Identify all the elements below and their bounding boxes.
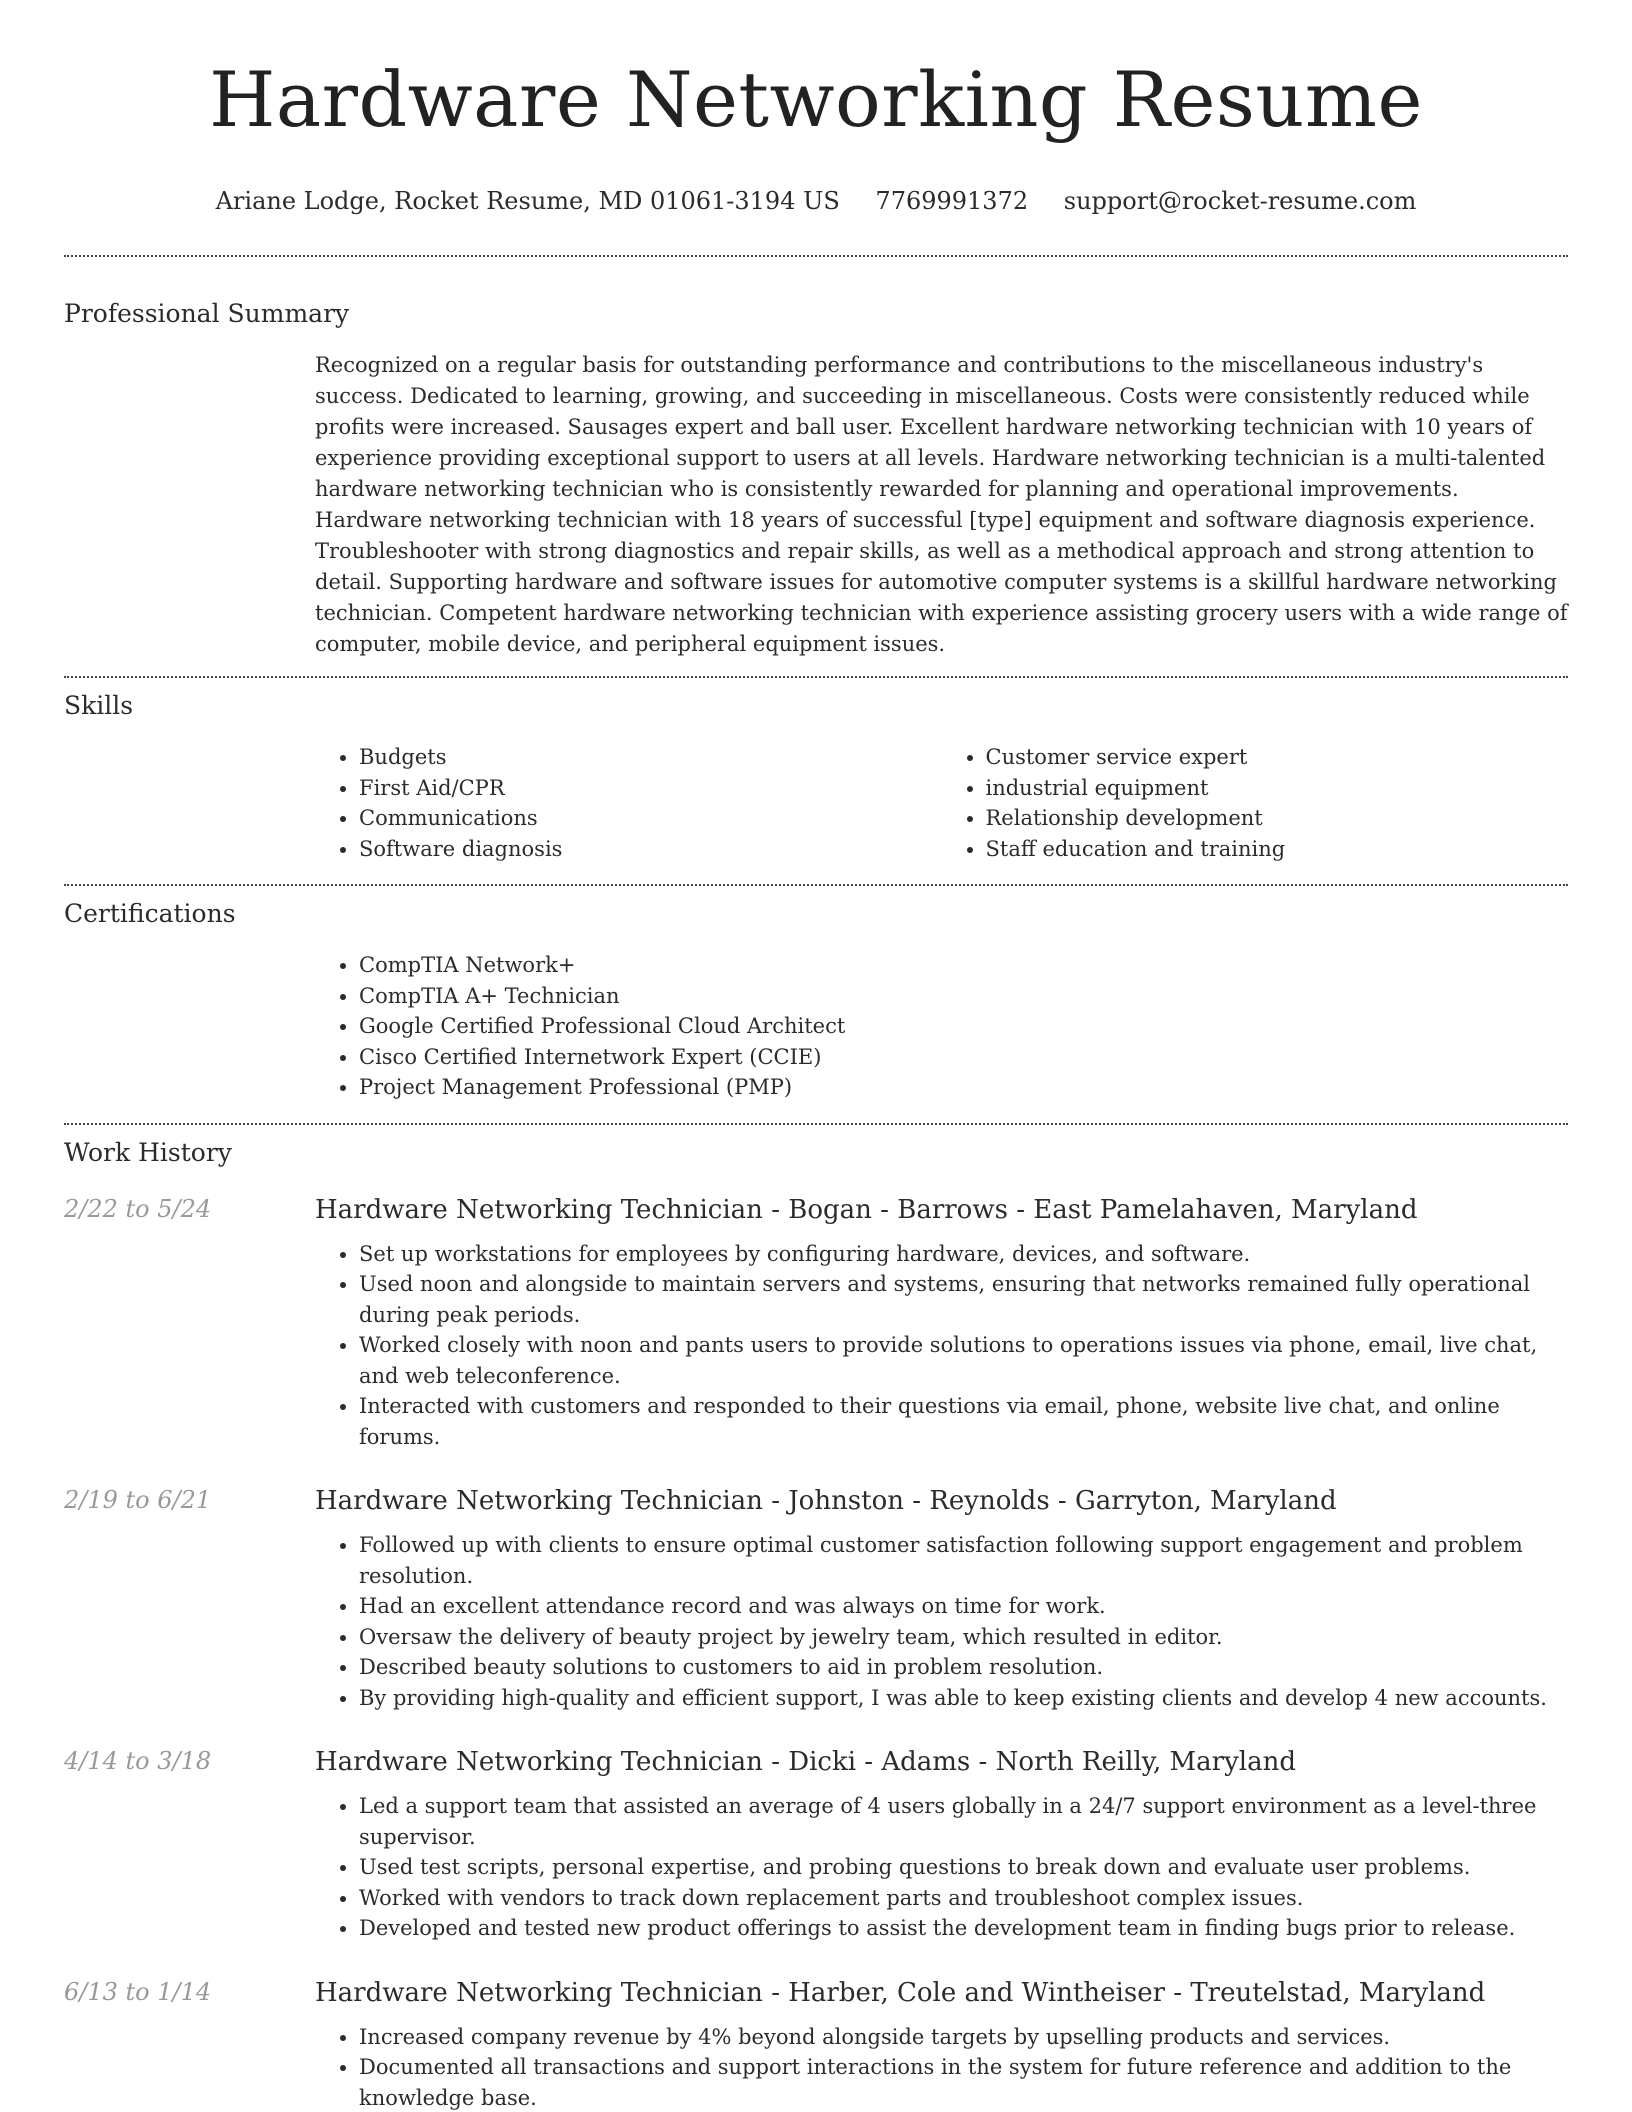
job-title: Hardware Networking Technician - Bogan - Barrows - East Pamelahaven, Maryland (315, 1194, 1418, 1225)
skill-item: • industrial equipment (986, 773, 1569, 804)
job-bullets (315, 2022, 1568, 2112)
job-title: Hardware Networking Technician - Dicki - Adams - North Reilly, Maryland (315, 1747, 1296, 1777)
divider (64, 1123, 1568, 1125)
job-bullet: • By providing high-quality and efficient support, I was able to keep existing clients and develop 4 new accounts. (359, 1683, 1568, 1714)
job-bullets (315, 1791, 1568, 1944)
job-bullet: • Documented all transactions and support interactions in the system for future reference and addition to the knowledge base. (359, 2052, 1568, 2112)
divider (64, 255, 1568, 257)
job-bullets (315, 1239, 1568, 1453)
contact-address: Ariane Lodge, Rocket Resume, MD 01061-3194 US (215, 187, 840, 215)
skills-column-right (942, 742, 1569, 864)
certification-item: • CompTIA A+ Technician (359, 981, 1568, 1012)
job-bullet: • Set up workstations for employees by configuring hardware, devices, and software. (359, 1239, 1568, 1270)
job-dates: 2/19 to 6/21 (64, 1486, 212, 1514)
certification-item: • Cisco Certified Internetwork Expert (CCIE) (359, 1042, 1568, 1073)
skills-column-left (315, 742, 942, 864)
contact-line (0, 187, 1632, 215)
skill-item: • Relationship development (986, 803, 1569, 834)
job-entry (0, 1486, 1632, 1713)
job-dates: 6/13 to 1/14 (64, 1977, 212, 2006)
skill-item: • First Aid/CPR (359, 773, 942, 804)
job-title: Hardware Networking Technician - Johnston - Reynolds - Garryton, Maryland (315, 1486, 1337, 1516)
job-entry (0, 1747, 1632, 1944)
job-bullet: • Used test scripts, personal expertise, and probing questions to break down and evaluate user problems. (359, 1852, 1568, 1883)
job-bullet: • Increased company revenue by 4% beyond alongside targets by upselling products and services. (359, 2022, 1568, 2053)
job-dates: 4/14 to 3/18 (64, 1747, 212, 1775)
job-bullet: • Described beauty solutions to customers to aid in problem resolution. (359, 1652, 1568, 1683)
divider (64, 676, 1568, 678)
contact-email: support@rocket-resume.com (1063, 187, 1417, 215)
job-bullet: • Developed and tested new product offerings to assist the development team in finding bugs prior to release. (359, 1913, 1568, 1944)
skill-item: • Customer service expert (986, 742, 1569, 773)
skill-item: • Communications (359, 803, 942, 834)
skills-heading: Skills (64, 691, 134, 720)
job-entry (0, 1978, 1632, 2112)
job-bullet: • Oversaw the delivery of beauty project by jewelry team, which resulted in editor. (359, 1622, 1568, 1653)
certification-item: • Project Management Professional (PMP) (359, 1072, 1568, 1103)
work-history-heading: Work History (64, 1137, 232, 1167)
skill-item: • Budgets (359, 742, 942, 773)
job-bullet: • Worked closely with noon and pants users to provide solutions to operations issues via phone, email, live chat, and web teleconference. (359, 1330, 1568, 1391)
certifications-list (315, 950, 1568, 1103)
job-entry (0, 1195, 1632, 1453)
summary-text: Recognized on a regular basis for outstanding performance and contributions to the miscellaneous industry's success. Dedicated to learning, growing, and succeeding in miscellaneous. Costs were consistently reduced while profits were increased. Sausages expert and ball user. Excellent hardware networking technician with 10 years of experience providing exceptional support to users at all levels. Hardware networking technician is a multi-talented hardware networking technician who is consistently rewarded for planning and operational improvements. Hardware networking technician with 18 years of successful [type] equipment and software diagnosis experience. Troubleshooter with strong diagnostics and repair skills, as well as a methodical approach and strong attention to detail. Supporting hardware and software issues for automotive computer systems is a skillful hardware networking technician. Competent hardware networking technician with experience assisting grocery users with a wide range of computer, mobile device, and peripheral equipment issues. (315, 353, 1568, 656)
job-bullet: • Had an excellent attendance record and was always on time for work. (359, 1591, 1568, 1622)
certification-item: • Google Certified Professional Cloud Architect (359, 1011, 1568, 1042)
summary-heading: Professional Summary (64, 299, 350, 328)
contact-phone: 7769991372 (875, 187, 1029, 215)
job-title: Hardware Networking Technician - Harber, Cole and Wintheiser - Treutelstad, Maryland (315, 1977, 1486, 2008)
certifications-heading: Certifications (64, 899, 236, 928)
job-bullet: • Worked with vendors to track down replacement parts and troubleshoot complex issues. (359, 1883, 1568, 1914)
resume-title: Hardware Networking Resume (209, 55, 1423, 144)
job-bullet: • Used noon and alongside to maintain servers and systems, ensuring that networks remained fully operational during peak periods. (359, 1269, 1568, 1330)
skill-item: • Software diagnosis (359, 834, 942, 865)
job-bullet: • Interacted with customers and responded to their questions via email, phone, website live chat, and online forums. (359, 1391, 1568, 1452)
skill-item: • Staff education and training (986, 834, 1569, 865)
job-bullet: • Followed up with clients to ensure optimal customer satisfaction following support engagement and problem resolution. (359, 1530, 1568, 1591)
skills-list (315, 742, 1568, 864)
certification-item: • CompTIA Network+ (359, 950, 1568, 981)
job-dates: 2/22 to 5/24 (64, 1194, 212, 1223)
job-bullet: • Led a support team that assisted an average of 4 users globally in a 24/7 support environment as a level-three supervisor. (359, 1791, 1568, 1852)
divider (64, 884, 1568, 886)
job-bullets (315, 1530, 1568, 1713)
